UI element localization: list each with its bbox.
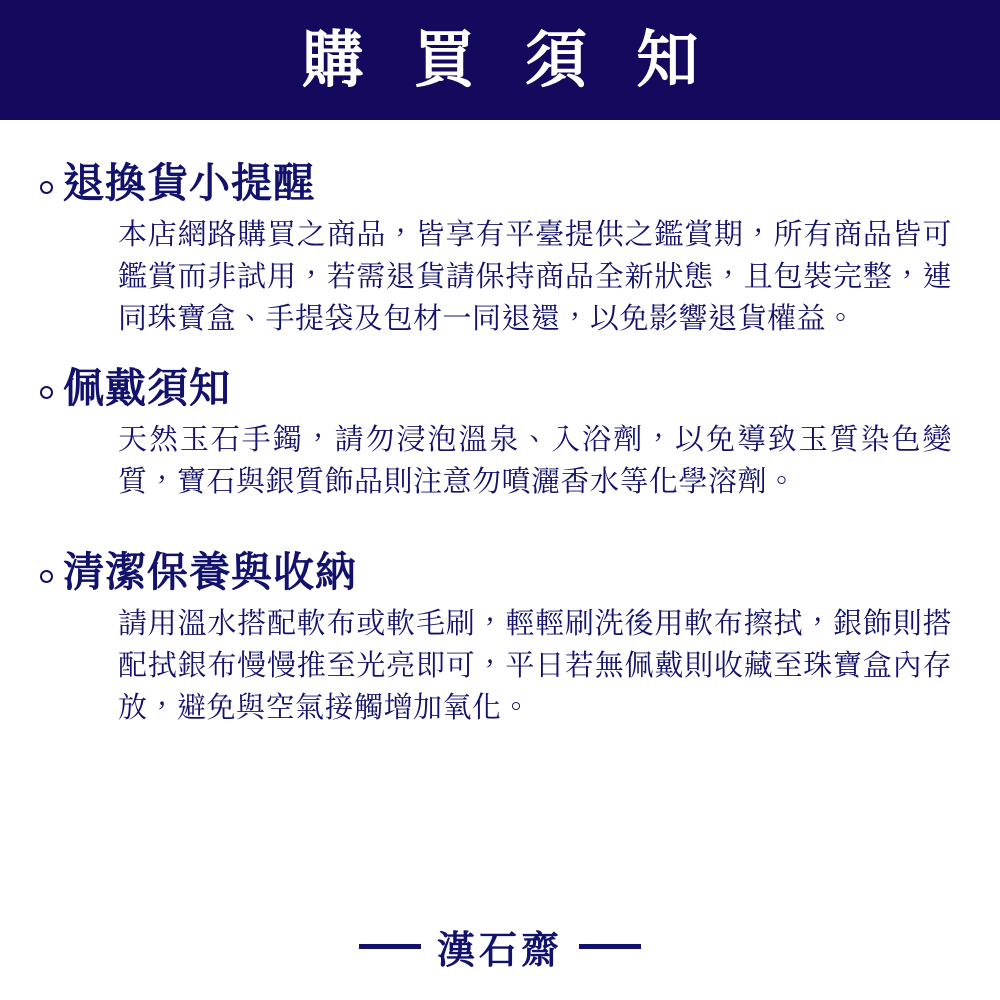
notice-section-care [22,549,978,728]
section-title: 佩戴須知 [63,364,231,413]
brand-footer [0,919,1000,974]
left-rule-icon [359,944,421,949]
right-rule-icon [579,944,641,949]
section-title: 清潔保養與收納 [63,547,357,596]
page-title: 購 買 須 知 [301,23,713,96]
section-body: 天然玉石手鐲，請勿浸泡溫泉、入浴劑，以免導致玉質染色變質，寶石與銀質飾品則注意勿噴灑香水等化學溶劑。 [118,422,952,499]
notice-section-return [22,160,978,339]
section-body: 本店網路購買之商品，皆享有平臺提供之鑑賞期，所有商品皆可鑑賞而非試用，若需退貨請保持商品全新狀態，且包裝完整，連同珠寶盒、手提袋及包材一同退還，以免影響退貨權益。 [118,217,952,336]
section-title: 退換貨小提醒 [63,159,315,207]
notice-content [0,120,1000,728]
notice-section-wearing [22,365,978,502]
circle-bullet-icon [40,570,53,583]
brand-name: 漢石齋 [436,927,563,972]
section-heading [22,365,978,412]
page-header-banner [0,0,1000,120]
circle-bullet-icon [40,181,53,194]
section-heading [22,160,978,207]
section-body: 請用溫水搭配軟布或軟毛刷，輕輕刷洗後用軟布擦拭，銀飾則搭配拭銀布慢慢推至光亮即可，平日若無佩戴則收藏至珠寶盒內存放，避免與空氣接觸增加氧化。 [118,605,952,724]
section-spacer [22,529,978,549]
section-heading [22,549,978,596]
circle-bullet-icon [40,386,53,399]
